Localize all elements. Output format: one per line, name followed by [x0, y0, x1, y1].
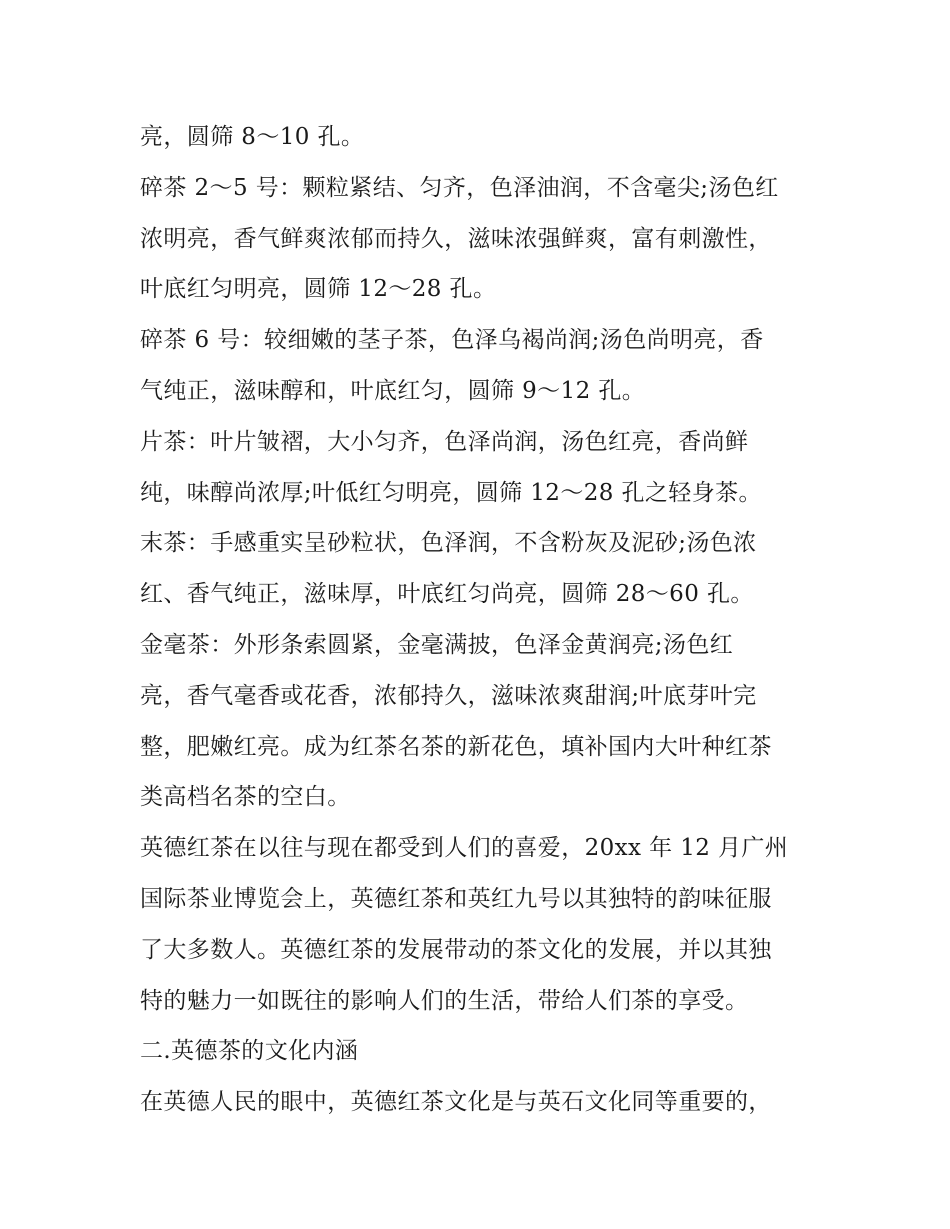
- text-line: 亮，香气毫香或花香，浓郁持久，滋味浓爽甜润;叶底芽叶完: [140, 682, 757, 709]
- text-line: 在英德人民的眼中，英德红茶文化是与英石文化同等重要的，: [140, 1089, 772, 1116]
- text-line: 了大多数人。英德红茶的发展带动的茶文化的发展，并以其独: [140, 936, 772, 963]
- text-line: 整，肥嫩红亮。成为红茶名茶的新花色，填补国内大叶种红茶: [140, 733, 772, 760]
- text-line: 碎茶 2～5 号：颗粒紧结、匀齐，色泽油润，不含毫尖;汤色红: [140, 174, 779, 201]
- text-line: 特的魅力一如既往的影响人们的生活，带给人们茶的享受。: [140, 987, 749, 1014]
- text-line: 类高档名茶的空白。: [140, 784, 351, 811]
- text-line: 气纯正，滋味醇和，叶底红匀，圆筛 9～12 孔。: [140, 377, 646, 404]
- text-line: 叶底红匀明亮，圆筛 12～28 孔。: [140, 276, 497, 303]
- text-line: 末茶：手感重实呈砂粒状，色泽润，不含粉灰及泥砂;汤色浓: [140, 530, 757, 557]
- text-line: 纯，味醇尚浓厚;叶低红匀明亮，圆筛 12～28 孔之轻身茶。: [140, 479, 762, 506]
- text-line: 英德红茶在以往与现在都受到人们的喜爱，20xx 年 12 月广州: [140, 835, 789, 862]
- text-line: 碎茶 6 号：较细嫩的茎子茶，色泽乌褐尚润;汤色尚明亮，香: [140, 327, 764, 354]
- text-line: 红、香气纯正，滋味厚，叶底红匀尚亮，圆筛 28～60 孔。: [140, 581, 754, 608]
- text-line: 亮，圆筛 8～10 孔。: [140, 124, 365, 150]
- text-line: 浓明亮，香气鲜爽浓郁而持久，滋味浓强鲜爽，富有刺激性，: [140, 225, 772, 252]
- text-line: 金毫茶：外形条索圆紧，金毫满披，色泽金黄润亮;汤色红: [140, 631, 734, 658]
- text-line: 片茶：叶片皱褶，大小匀齐，色泽尚润，汤色红亮，香尚鲜: [140, 428, 749, 455]
- text-line: 国际茶业博览会上，英德红茶和英红九号以其独特的韵味征服: [140, 885, 772, 912]
- document-body: [140, 112, 820, 1128]
- section-heading: 二.英德茶的文化内涵: [140, 1038, 359, 1065]
